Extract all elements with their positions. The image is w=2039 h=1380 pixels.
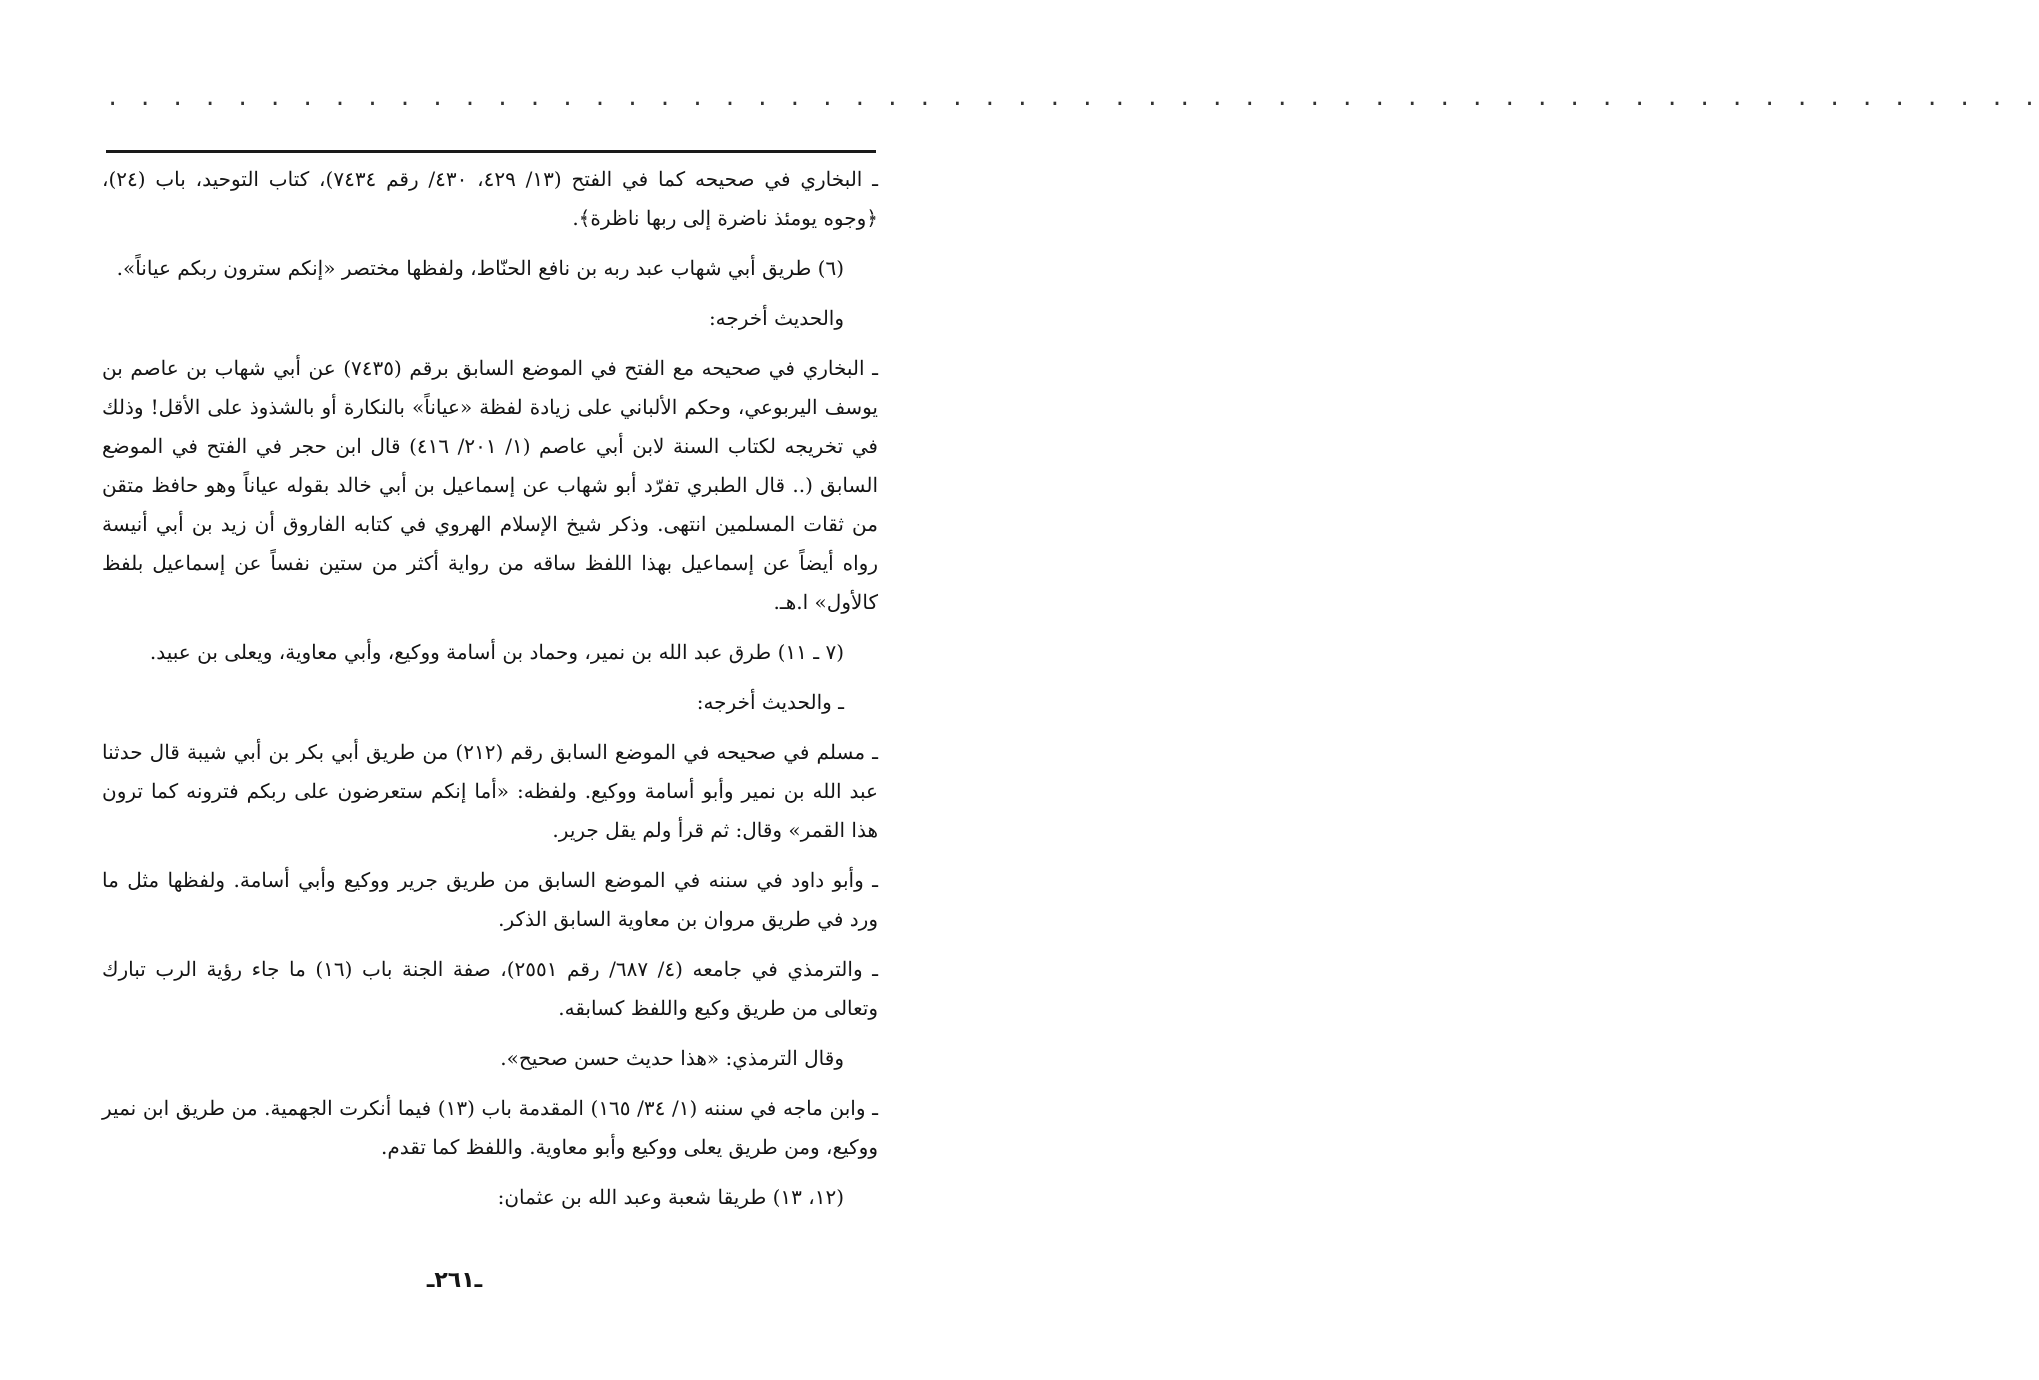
paragraph-abu-dawud: ـ وأبو داود في سننه في الموضع السابق من طريق جرير ووكيع وأبي أسامة. ولفظها مثل ما ورد في طريق مروان بن معاوية السابق الذكر. <box>102 868 878 931</box>
paragraph-bukhari-tawhid: ـ البخاري في صحيحه كما في الفتح (١٣/ ٤٢٩، ٤٣٠/ رقم ٧٤٣٤)، كتاب التوحيد، باب (٢٤)، ﴿وجوه يومئذ ناضرة إلى ربها ناظرة﴾. <box>102 167 879 230</box>
paragraph-ibn-majah: ـ وابن ماجه في سننه (١/ ٣٤/ ١٦٥) المقدمة باب (١٣) فيما أنكرت الجهمية. من طريق ابن نمير ووكيع، ومن طريق يعلى ووكيع وأبو معاوية. واللفظ كما تقدم. <box>102 1096 878 1159</box>
paragraph-hadith-takhrij-heading: والحديث أخرجه: <box>708 306 844 330</box>
page-body <box>102 160 878 1228</box>
paragraph-routes-12-13: (١٢، ١٣) طريقا شعبة وعبد الله بن عثمان: <box>497 1185 844 1209</box>
paragraph-hadith-takhrij-heading-2: ـ والحديث أخرجه: <box>696 690 844 714</box>
paragraph-tirmidhi: ـ والترمذي في جامعه (٤/ ٦٨٧/ رقم ٢٥٥١)، صفة الجنة باب (١٦) ما جاء رؤية الرب تبارك وتعالى من طريق وكيع واللفظ كسابقه. <box>102 957 879 1020</box>
header-divider <box>106 150 876 153</box>
paragraph-bukhari-fath: ـ البخاري في صحيحه مع الفتح في الموضع السابق برقم (٧٤٣٥) عن أبي شهاب بن عاصم بن يوسف اليربوعي، وحكم الألباني على زيادة لفظة «عياناً» بالنكارة أو بالشذوذ على الأقل! وذلك في تخريجه لكتاب السنة لابن أبي عاصم (١/ ٢٠١/ ٤١٦) قال ابن حجر في الفتح في الموضع السابق (.. قال الطبري تفرّد أبو شهاب عن إسماعيل بن أبي خالد بقوله عياناً وهو حافظ متقن من ثقات المسلمين انتهى. وذكر شيخ الإسلام الهروي في كتابه الفاروق أن زيد بن أبي أنيسة رواه أيضاً عن إسماعيل بهذا اللفظ ساقه من رواية أكثر من ستين نفساً عن إسماعيل بلفظ كالأول» ا.هـ. <box>102 356 879 614</box>
paragraph-routes-7-11: (٧ ـ ١١) طرق عبد الله بن نمير، وحماد بن أسامة ووكيع، وأبي معاوية، ويعلى بن عبيد. <box>149 640 844 664</box>
header-dotted-line: . . . . . . . . . . . . . . . . . . . . . . . . . . . . . . . . . . . . . . . . . . . . . . . . . . . . . . . . . . . . <box>106 86 2039 111</box>
paragraph-tirmidhi-grading: وقال الترمذي: «هذا حديث حسن صحيح». <box>500 1046 844 1070</box>
paragraph-abi-shihab-route: (٦) طريق أبي شهاب عبد ربه بن نافع الحنّاط، ولفظها مختصر «إنكم سترون ربكم عياناً». <box>116 256 844 280</box>
paragraph-muslim: ـ مسلم في صحيحه في الموضع السابق رقم (٢١٢) من طريق أبي بكر بن أبي شيبة قال حدثنا عبد الله بن نمير وأبو أسامة ووكيع. ولفظه: «أما إنكم ستعرضون على ربكم فترونه كما ترون هذا القمر» وقال: ثم قرأ ولم يقل جرير. <box>102 740 879 842</box>
page-number: ـ٢٦١ـ <box>426 1268 483 1293</box>
